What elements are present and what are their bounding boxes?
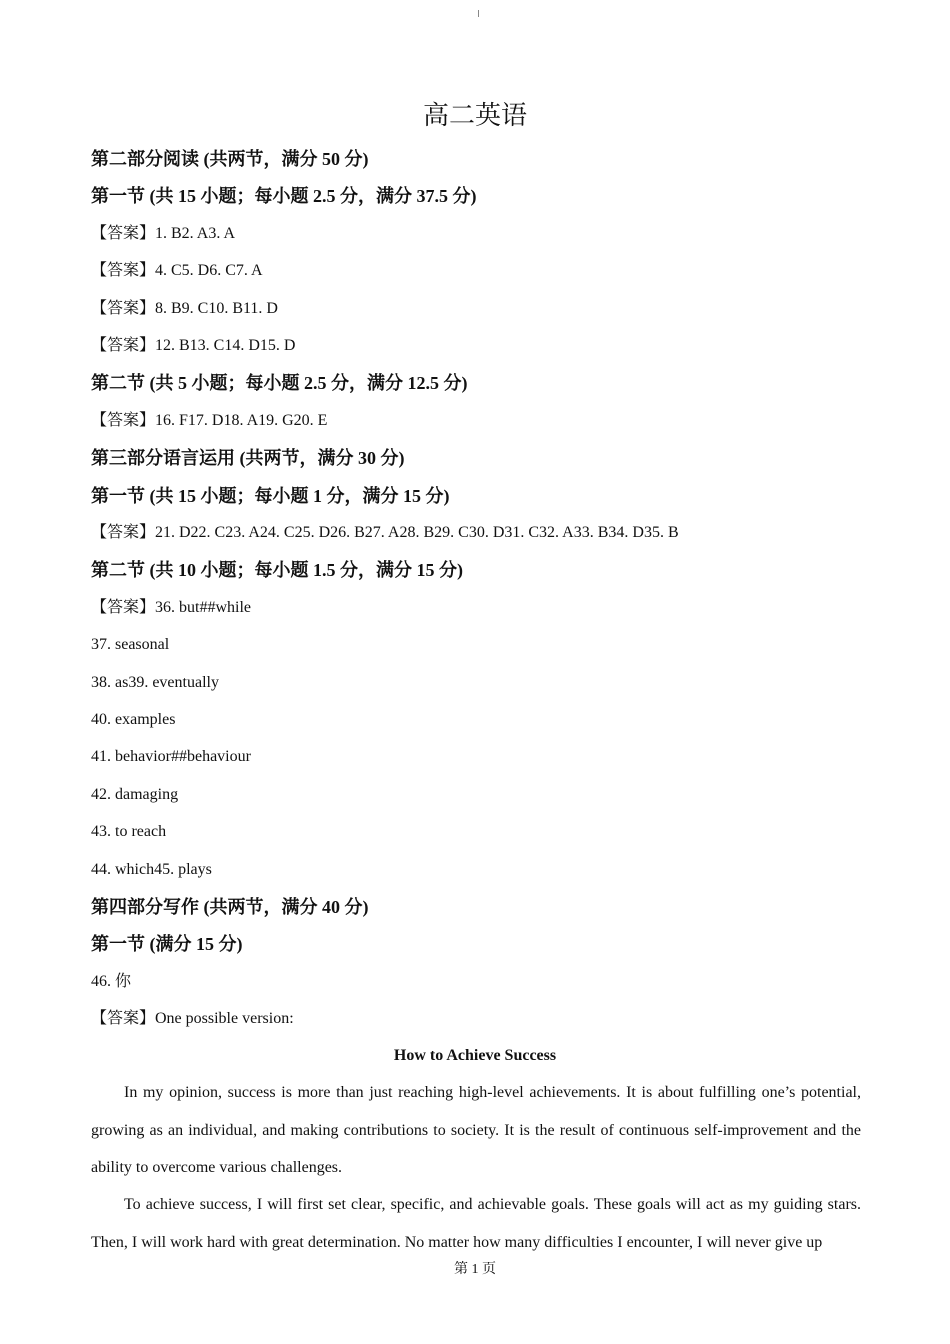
- page-title: 高二英语: [422, 101, 527, 130]
- section-heading: 第一节 (共 15 小题；每小题 2.5 分，满分 37.5 分): [91, 186, 477, 207]
- essay-paragraph-2: To achieve success, I will first set clear, specific, and achievable goals. These goals will act as my guiding stars. Then, I will work hard with great determination. No matter how many difficulties I encounter, I will never give up: [91, 1196, 861, 1251]
- section-heading: 第三部分语言运用 (共两节，满分 30 分): [91, 448, 405, 469]
- answer-line: 38. as39. eventually: [91, 673, 219, 691]
- answer-line: 【答案】36. but##while: [91, 598, 251, 616]
- answer-line: 【答案】21. D22. C23. A24. C25. D26. B27. A28. B29. C30. D31. C32. A33. B34. D35. B: [91, 524, 679, 541]
- answer-line: 【答案】8. B9. C10. B11. D: [91, 299, 278, 317]
- answer-line: 42. damaging: [91, 785, 179, 803]
- answer-line: 44. which45. plays: [91, 860, 212, 878]
- section-heading: 第一节 (共 15 小题；每小题 1 分，满分 15 分): [91, 485, 450, 506]
- answer-line: 【答案】4. C5. D6. C7. A: [91, 262, 263, 280]
- essay-paragraph-1: In my opinion, success is more than just reaching high-level achievements. It is about fulfilling one’s potential, growing as an individual, and making contributions to society. It is the result of continuous self-improvement and the ability to overcome various challenges.: [91, 1084, 861, 1176]
- answer-line: 【答案】16. F17. D18. A19. G20. E: [91, 411, 328, 429]
- answer-line: 46. 你: [91, 972, 132, 990]
- section-heading: 第一节 (满分 15 分): [91, 934, 243, 955]
- section-heading: 第二部分阅读 (共两节，满分 50 分): [91, 149, 369, 169]
- essay-title: How to Achieve Success: [393, 1047, 557, 1064]
- answer-line: 【答案】1. B2. A3. A: [91, 224, 236, 242]
- answer-line: 【答案】One possible version:: [91, 1010, 294, 1028]
- answer-line: 37. seasonal: [91, 636, 170, 654]
- page-number: 第 1 页: [454, 1262, 496, 1277]
- section-heading: 第四部分写作 (共两节，满分 40 分): [91, 897, 369, 917]
- answer-line: 41. behavior##behaviour: [91, 748, 251, 766]
- answer-line: 【答案】12. B13. C14. D15. D: [91, 337, 296, 354]
- section-heading: 第二节 (共 5 小题；每小题 2.5 分，满分 12.5 分): [91, 373, 468, 394]
- answer-line: 43. to reach: [91, 823, 167, 841]
- page-top-mark: [478, 10, 479, 17]
- section-heading: 第二节 (共 10 小题；每小题 1.5 分，满分 15 分): [91, 560, 463, 581]
- answer-line: 40. examples: [91, 711, 176, 728]
